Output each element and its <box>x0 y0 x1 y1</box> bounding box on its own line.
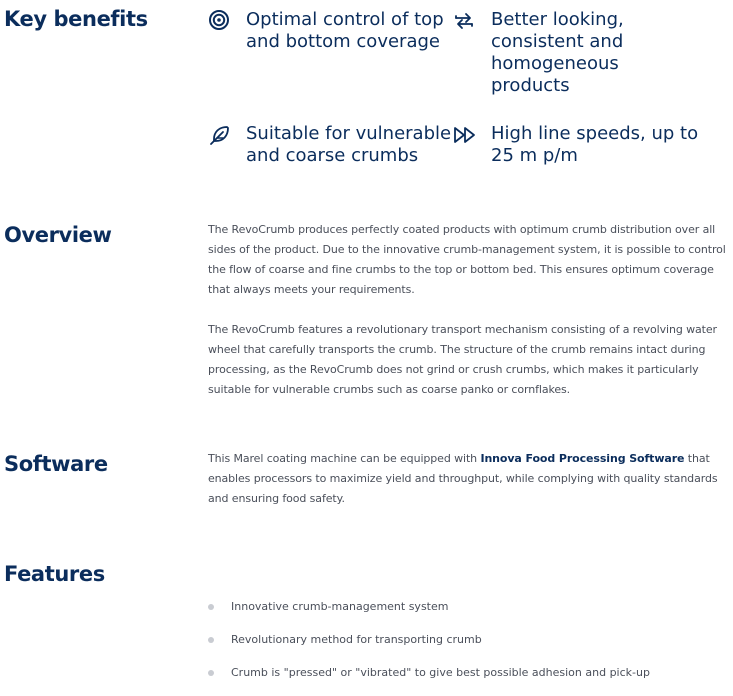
innova-software-link[interactable]: Innova Food Processing Software <box>480 452 685 465</box>
benefit-line: and bottom coverage <box>246 31 440 52</box>
benefit-high-line-speeds <box>453 123 723 173</box>
paragraph-line: wheel that carefully transports the crumb. The structure of the crumb remains intact during <box>208 343 706 356</box>
feather-icon <box>208 123 232 147</box>
paragraph-line: sides of the product. Due to the innovative crumb-management system, it is possible to control <box>208 243 726 256</box>
feature-label: Crumb is "pressed" or "vibrated" to give best possible adhesion and pick-up <box>231 666 650 679</box>
benefit-text <box>246 9 444 53</box>
bullet-icon <box>208 604 214 610</box>
benefit-line: Optimal control of top <box>246 9 444 30</box>
benefit-text <box>491 123 698 167</box>
bullet-icon <box>208 637 214 643</box>
paragraph-line: the flow of coarse and fine crumbs to the top or bottom bed. This ensures optimum coverage <box>208 263 714 276</box>
list-item <box>206 630 650 663</box>
paragraph-line <box>208 449 728 469</box>
benefit-line: Better looking, <box>491 9 624 30</box>
benefit-text <box>491 9 624 97</box>
software-text-prefix: This Marel coating machine can be equipped with <box>208 452 481 465</box>
overview-paragraph-2 <box>208 320 728 400</box>
repeat-arrows-icon <box>453 9 477 33</box>
benefit-line: Suitable for vulnerable <box>246 123 452 144</box>
paragraph-line: and ensuring food safety. <box>208 492 345 505</box>
features-list <box>206 597 650 696</box>
paragraph-line: suitable for vulnerable crumbs such as coarse panko or cornflakes. <box>208 383 571 396</box>
overview-paragraph-1 <box>208 220 728 300</box>
benefit-line: High line speeds, up to <box>491 123 699 144</box>
target-icon <box>208 9 232 33</box>
list-item <box>206 597 650 630</box>
section-title-software: Software <box>4 452 108 476</box>
feature-label: Revolutionary method for transporting crumb <box>231 633 482 646</box>
benefit-optimal-control <box>208 9 453 59</box>
bullet-icon <box>208 670 214 676</box>
paragraph-line: The RevoCrumb features a revolutionary transport mechanism consisting of a revolving water <box>208 323 717 336</box>
paragraph-line: The RevoCrumb produces perfectly coated products with optimum crumb distribution over all <box>208 223 716 236</box>
benefit-line: homogeneous <box>491 53 619 74</box>
benefit-line: products <box>491 75 570 96</box>
benefit-line: and coarse crumbs <box>246 145 419 166</box>
section-title-features: Features <box>4 562 105 586</box>
paragraph-line: that always meets your requirements. <box>208 283 415 296</box>
software-paragraph <box>208 449 728 509</box>
fast-forward-icon <box>453 123 477 147</box>
paragraph-line: enables processors to maximize yield and throughput, while complying with quality standards <box>208 472 718 485</box>
benefit-line: 25 m p/m <box>491 145 578 166</box>
paragraph-line: processing, as the RevoCrumb does not grind or crush crumbs, which makes it particularly <box>208 363 699 376</box>
benefit-suitable-crumbs <box>208 123 453 173</box>
section-title-overview: Overview <box>4 223 112 247</box>
list-item <box>206 663 650 696</box>
benefit-text <box>246 123 451 167</box>
benefit-line: consistent and <box>491 31 624 52</box>
software-text-suffix: that <box>684 452 710 465</box>
feature-label: Innovative crumb-management system <box>231 600 449 613</box>
benefit-better-looking <box>453 9 723 99</box>
section-title-key-benefits: Key benefits <box>4 7 148 31</box>
